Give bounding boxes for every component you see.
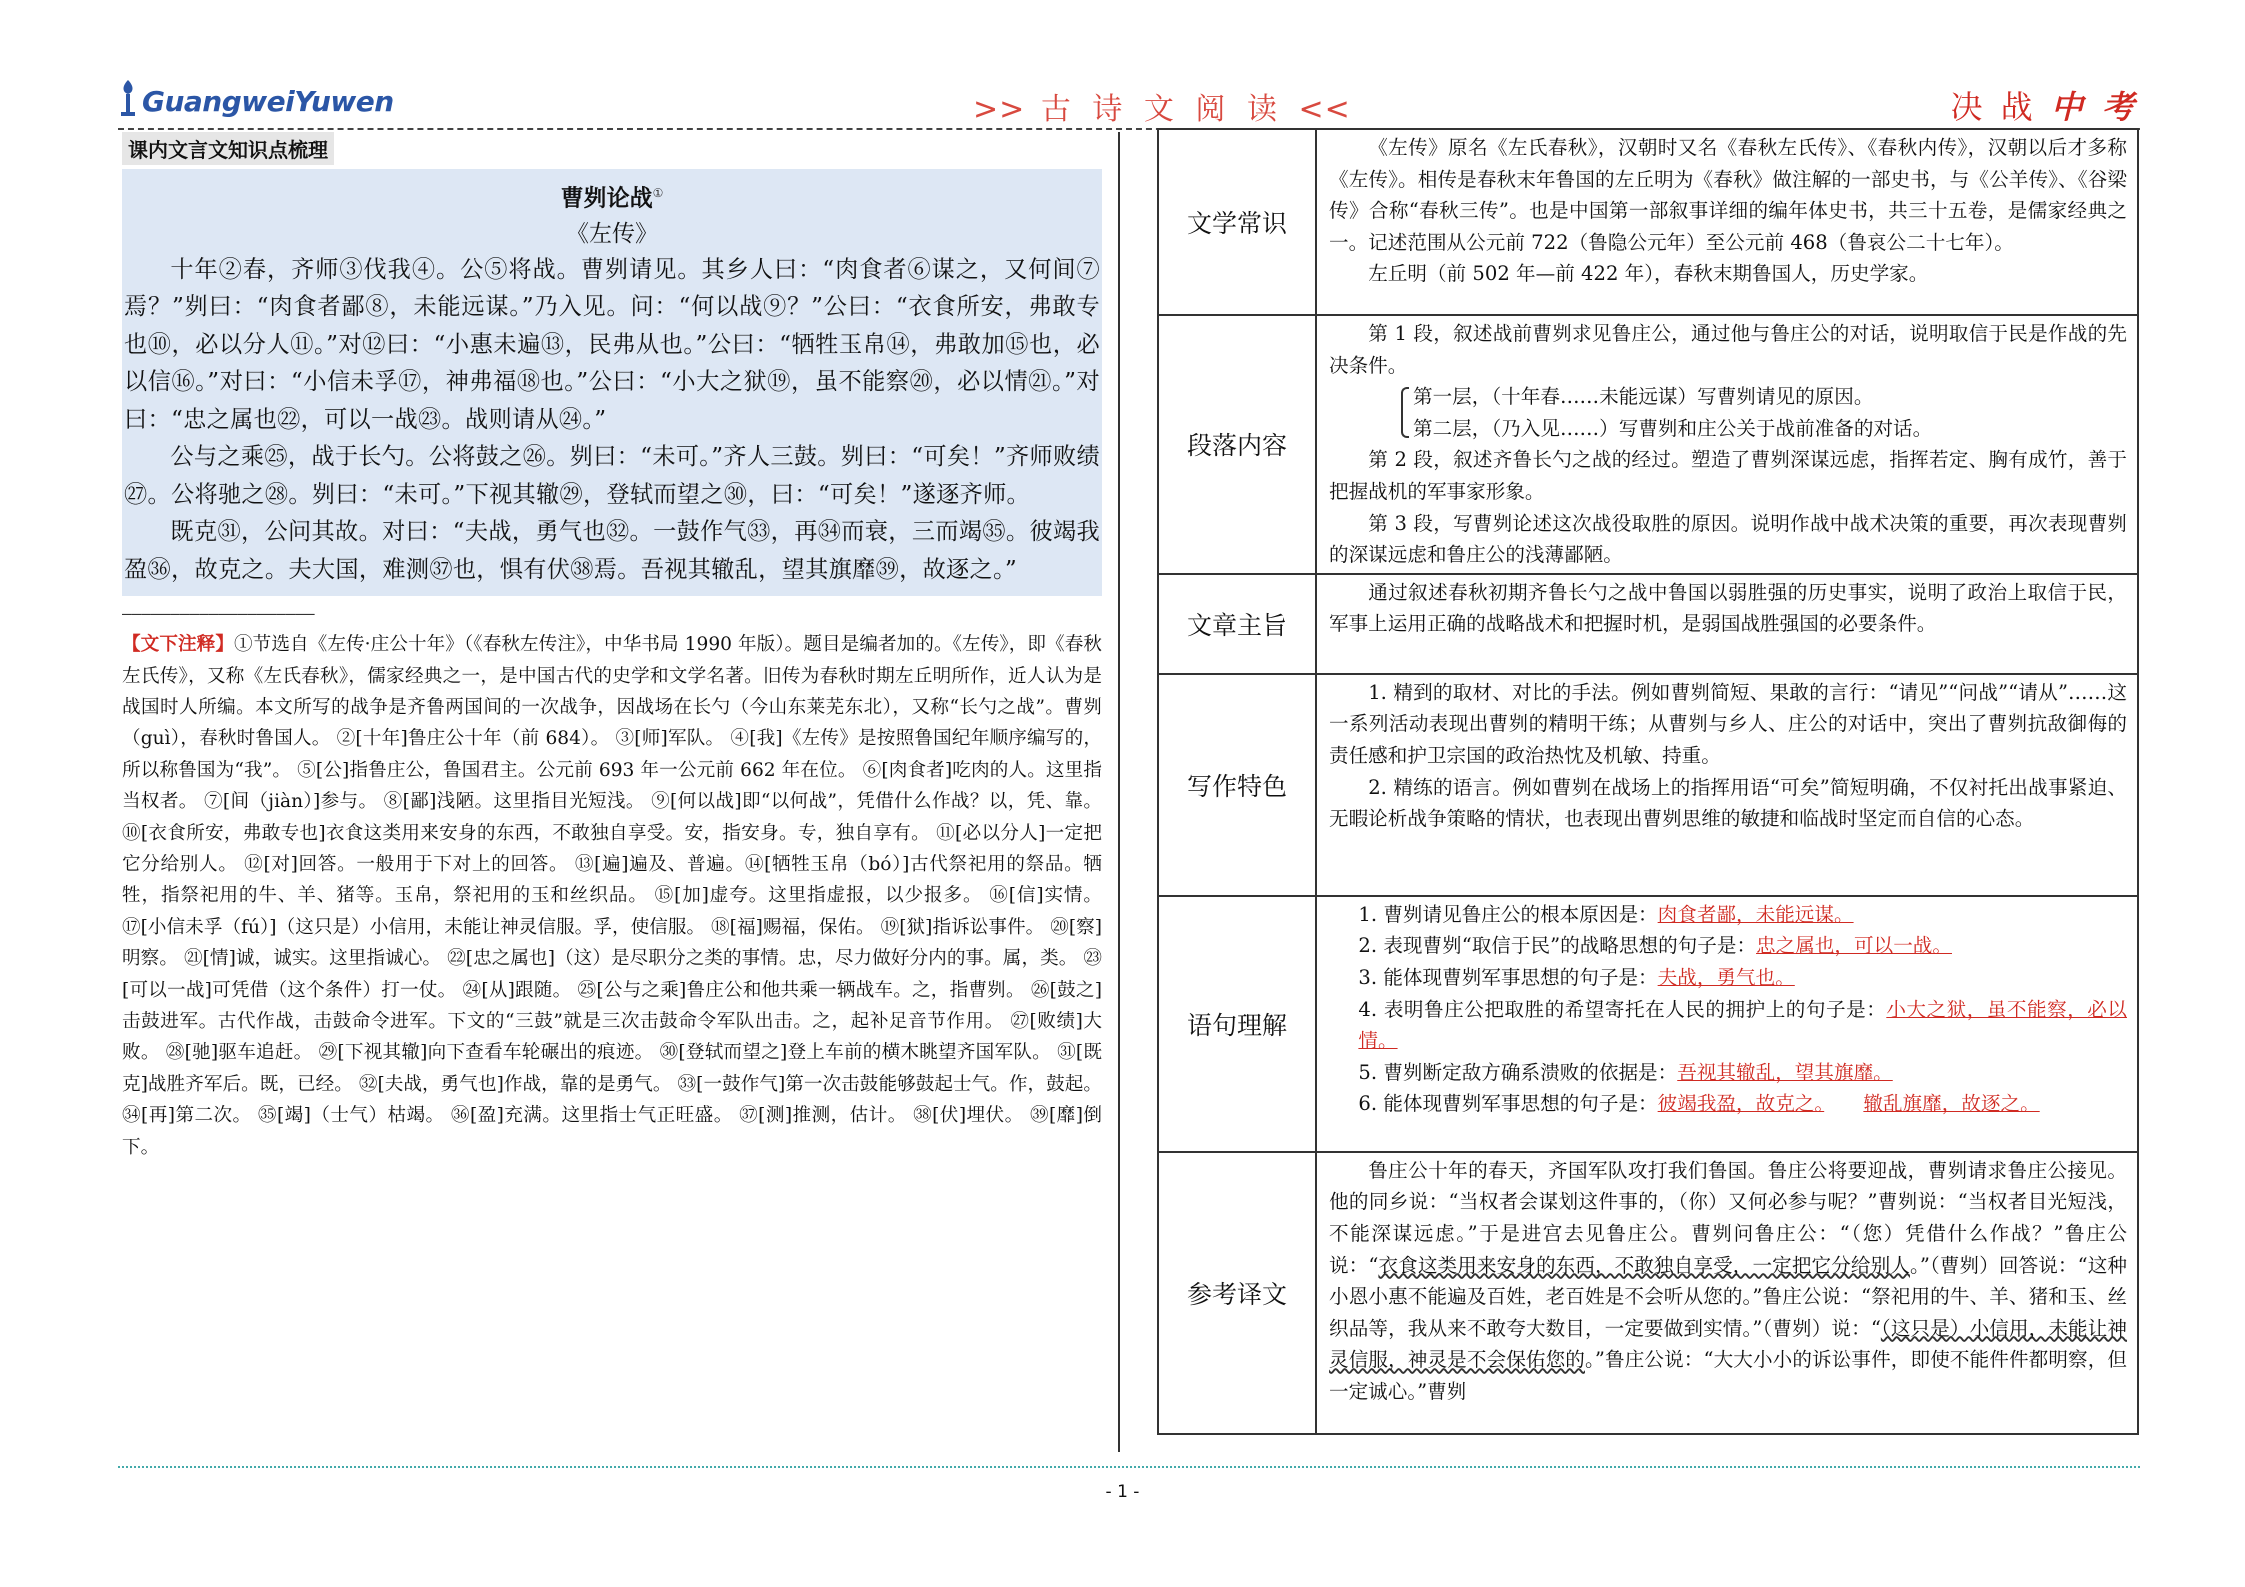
passage-paragraph: 既克㉛，公问其故。对曰：“夫战，勇气也㉜。一鼓作气㉝，再㉞而衰，三而竭㉟。彼竭我盈㊱，故克之。夫大国，难测㊲也，惧有伏㊳焉。吾视其辙乱，望其旗靡㊴，故逐之。” (124, 518, 1100, 583)
answer-text: 彼竭我盈，故克之。 (1657, 1092, 1825, 1116)
passage-block (122, 169, 1102, 596)
answer-text: 小大之狱，虽不能察，必以情。 (1358, 997, 2127, 1053)
logo-text: GuangweiYuwen (142, 85, 394, 118)
right-title-part2: 中 考 (2050, 88, 2138, 126)
content-line: 第 1 段，叙述战前曹刿求见鲁庄公，通过他与鲁庄公的对话，说明取信于民是作战的先决条件。 (1329, 322, 2127, 377)
translation-part: 。”鲁庄公说：“大大小小的诉讼事件，即使不能件件都明察，但一定诚心。”曹刿 (1329, 1348, 2128, 1403)
header-center-title (973, 84, 1351, 128)
right-title-part1: 决 战 (1950, 88, 2037, 126)
content-line: 1. 精到的取材、对比的手法。例如曹刿简短、果敢的言行：“请见”“问战”“请从”……这一系列活动表现出曹刿的精明干练；从曹刿与乡人、庄公的对话中，突出了曹刿抗敌御侮的责任感和护卫宗国的政治热忱及机敏、持重。 (1329, 680, 2127, 767)
table-row (1158, 129, 2138, 315)
footnotes (122, 629, 1102, 1163)
question-text: 6. 能体现曹刿军事思想的句子是： (1358, 1092, 1658, 1116)
page-header (118, 78, 2138, 126)
row-label-theme: 文章主旨 (1158, 574, 1316, 674)
question-text: 3. 能体现曹刿军事思想的句子是： (1358, 965, 1658, 989)
answer-text: 辙乱旗靡，故逐之。 (1863, 1092, 2040, 1116)
table-row (1158, 315, 2138, 574)
question-line (1329, 962, 2127, 994)
row-label-literature: 文学常识 (1158, 129, 1316, 315)
separator-line: ———————————————————— (122, 604, 315, 624)
passage-title-note: ① (652, 186, 664, 200)
row-label-translation: 参考译文 (1158, 1152, 1316, 1434)
translation-text (1329, 1155, 2127, 1408)
layer-bracket (1401, 381, 2127, 444)
arrow-right: << (1298, 92, 1351, 127)
table-row (1158, 674, 2138, 896)
column-divider (1118, 132, 1120, 1452)
row-label-writing: 写作特色 (1158, 674, 1316, 896)
content-line: 左丘明（前 502 年—前 422 年），春秋末期鲁国人，历史学家。 (1368, 262, 1929, 286)
passage-paragraph: 公与之乘㉕，战于长勺。公将鼓之㉖。刿曰：“未可。”齐人三鼓。刿曰：“可矣！”齐师败绩㉗。公将驰之㉘。刿曰：“未可。”下视其辙㉙，登轼而望之㉚，曰：“可矣！”遂逐齐师。 (124, 443, 1100, 508)
content-line: 《左传》原名《左氏春秋》，汉朝时又名《春秋左氏传》、《春秋内传》，汉朝以后才多称《左传》。相传是春秋末年鲁国的左丘明为《春秋》做注解的一部史书，与《公羊传》、《谷梁传》合称“春秋三传”。也是中国第一部叙事详细的编年体史书，共三十五卷，是儒家经典之一。记述范围从公元前 722（鲁隐公元年）至公元前 468（鲁哀公二十七年）。 (1329, 136, 2127, 254)
question-line (1329, 930, 2127, 962)
table-row (1158, 1152, 2138, 1434)
question-text: 1. 曹刿请见鲁庄公的根本原因是： (1358, 902, 1658, 926)
passage-source: 《左传》 (566, 220, 658, 247)
footnotes-body: ①节选自《左传·庄公十年》（《春秋左传注》，中华书局 1990 年版）。题目是编者加的。《左传》，即《春秋左氏传》，又称《左氏春秋》，儒家经典之一，是中国古代的史学和文学名著。旧传为春秋时期左丘明所作，近人认为是战国时人所编。本文所写的战争是齐鲁两国间的一次战争，因战场在长勺（今山东莱芜东北），又称“长勺之战”。曹刿（guì），春秋时鲁国人。 ②[十年]鲁庄公十年（前 684）。 ③[师]军队。 ④[我]《左传》是按照鲁国纪年顺序编写的，所以称鲁国为“我”。 ⑤[公]指鲁庄公，鲁国君主。公元前 693 年一公元前 662 年在位。 ⑥[肉食者]吃肉的人。这里指当权者。 ⑦[间（jiàn）]参与。 ⑧[鄙]浅陋。这里指目光短浅。 ⑨[何以战]即“以何战”，凭借什么作战？以，凭、靠。 ⑩[衣食所安，弗敢专也]衣食这类用来安身的东西，不敢独自享受。安，指安身。专，独自享有。 ⑪[必以分人]一定把它分给别人。 ⑫[对]回答。一般用于下对上的回答。 ⑬[遍]遍及、普遍。⑭[牺牲玉帛（bó）]古代祭祀用的祭品。牺牲，指祭祀用的牛、羊、猪等。玉帛，祭祀用的玉和丝织品。 ⑮[加]虚夸。这里指虚报，以少报多。 ⑯[信]实情。 ⑰[小信未孚（fú）]（这只是）小信用，未能让神灵信服。孚，使信服。 ⑱[福]赐福，保佑。 ⑲[狱]指诉讼事件。 ⑳[察]明察。 ㉑[情]诚，诚实。这里指诚心。 ㉒[忠之属也]（这）是尽职分之类的事情。忠，尽力做好分内的事。属，类。 ㉓[可以一战]可凭借（这个条件）打一仗。 ㉔[从]跟随。 ㉕[公与之乘]鲁庄公和他共乘一辆战车。之，指曹刿。 ㉖[鼓之]击鼓进军。古代作战，击鼓命令进军。下文的“三鼓”就是三次击鼓命令军队出击。之，起补足音节作用。 ㉗[败绩]大败。 ㉘[驰]驱车追赶。 ㉙[下视其辙]向下查看车轮碾出的痕迹。 ㉚[登轼而望之]登上车前的横木眺望齐国军队。 ㉛[既克]战胜齐军后。既，已经。 ㉜[夫战，勇气也]作战，靠的是勇气。 ㉝[一鼓作气]第一次击鼓能够鼓起士气。作，鼓起。 ㉞[再]第二次。 ㉟[竭]（士气）枯竭。 ㊱[盈]充满。这里指士气正旺盛。 ㊲[测]推测，估计。 ㊳[伏]埋伏。 ㊴[靡]倒下。 (122, 634, 1102, 1158)
question-line (1329, 1057, 2127, 1089)
content-line: 第二层，（乃入见……）写曹刿和庄公关于战前准备的对话。 (1413, 416, 1933, 440)
answer-text: 肉食者鄙，未能远谋。 (1657, 902, 1854, 926)
translation-emphasis: （这只是）小信用，未能让神灵信服，神灵是不会保佑您的 (1329, 1316, 2128, 1372)
content-line: 通过叙述春秋初期齐鲁长勺之战中鲁国以弱胜强的历史事实，说明了政治上取信于民，军事上运用正确的战略战术和把握时机，是弱国战胜强国的必要条件。 (1329, 580, 2127, 636)
row-content-theme (1316, 574, 2138, 674)
logo-icon (118, 78, 138, 118)
passage-paragraph: 十年②春，齐师③伐我④。公⑤将战。曹刿请见。其乡人曰：“肉食者⑥谋之，又何间⑦焉？”刿曰：“肉食者鄙⑧，未能远谋。”乃入见。问：“何以战⑨？”公曰：“衣食所安，弗敢专也⑩，必以分人⑪。”对⑫曰：“小惠未遍⑬，民弗从也。”公曰：“牺牲玉帛⑭，弗敢加⑮也，必以信⑯。”对曰：“小信未孚⑰，神弗福⑱也。”公曰：“小大之狱⑲，虽不能察⑳，必以情㉑。”对曰：“忠之属也㉒，可以一战㉓。战则请从㉔。” (124, 255, 1100, 433)
row-content-paragraphs (1316, 315, 2138, 574)
content-line: 第 3 段，写曹刿论述这次战役取胜的原因。说明作战中战术决策的重要，再次表现曹刿的深谋远虑和鲁庄公的浅薄鄙陋。 (1329, 511, 2127, 567)
row-content-sentences (1316, 896, 2138, 1152)
translation-part: 。”（曹刿）回答说：“这种小恩小惠不能遍及百姓，老百姓是不会听从您的。”鲁庄公说：“祭祀用的牛、羊、猪和玉、丝织品等，我从来不敢夸大数目，一定要做到实情。”（曹刿）说：“ (1329, 1253, 2127, 1340)
header-right-title (1950, 82, 2138, 128)
answer-text: 吾视其辙乱，望其旗靡。 (1677, 1060, 1893, 1084)
arrow-left: >> (973, 92, 1026, 127)
section-label: 课内文言文知识点梳理 (122, 132, 334, 165)
row-content-writing (1316, 674, 2138, 896)
question-text: 2. 表现曹刿“取信于民”的战略思想的句子是： (1358, 934, 1757, 958)
table-row (1158, 574, 2138, 674)
row-label-paragraphs: 段落内容 (1158, 315, 1316, 574)
passage-title-text: 曹刿论战 (560, 184, 653, 212)
content-line: 2. 精练的语言。例如曹刿在战场上的指挥用语“可矣”简短明确，不仅衬托出战事紧迫、无暇论析战争策略的情状，也表现出曹刿思维的敏捷和临战时坚定而自信的心态。 (1329, 775, 2127, 831)
answer-text: 夫战，勇气也。 (1657, 965, 1795, 989)
translation-part: 鲁庄公十年的春天，齐国军队攻打我们鲁国。鲁庄公将要迎战，曹刿请求鲁庄公接见。他的同乡说：“当权者会谋划这件事的，（你）又何必参与呢？”曹刿说：“当权者目光短浅，不能深谋远虑。”于是进宫去见鲁庄公。曹刿问鲁庄公：“（您）凭借什么作战？”鲁庄公说：“ (1329, 1158, 2127, 1277)
footer-divider (118, 1466, 2140, 1468)
table-row (1158, 896, 2138, 1152)
row-content-translation (1316, 1152, 2138, 1434)
question-line (1329, 994, 2127, 1057)
translation-emphasis: 衣食这类用来安身的东西，不敢独自享受，一定把它分给别人 (1378, 1253, 1910, 1277)
content-line: 第一层，（十年春……未能远谋）写曹刿请见的原因。 (1413, 385, 1874, 409)
row-content-literature (1316, 129, 2138, 315)
question-text: 5. 曹刿断定敌方确系溃败的依据是： (1358, 1060, 1678, 1084)
content-line: 第 2 段，叙述齐鲁长勺之战的经过。塑造了曹刿深谋远虑，指挥若定、胸有成竹，善于把握战机的军事家形象。 (1329, 448, 2127, 503)
answer-text: 忠之属也，可以一战。 (1756, 934, 1952, 958)
row-label-sentences: 语句理解 (1158, 896, 1316, 1152)
left-column (122, 132, 1102, 1163)
question-line (1329, 1088, 2127, 1120)
footnotes-heading: 【文下注释】 (122, 634, 234, 656)
page-number: - 1 - (1105, 1482, 1140, 1502)
center-title-text: 古 诗 文 阅 读 (1040, 92, 1283, 127)
question-text: 4. 表明鲁庄公把取胜的希望寄托在人民的拥护上的句子是： (1358, 997, 1887, 1021)
logo (118, 78, 394, 118)
passage-title (124, 175, 1100, 217)
knowledge-table (1157, 128, 2139, 1435)
question-line (1329, 899, 2127, 931)
